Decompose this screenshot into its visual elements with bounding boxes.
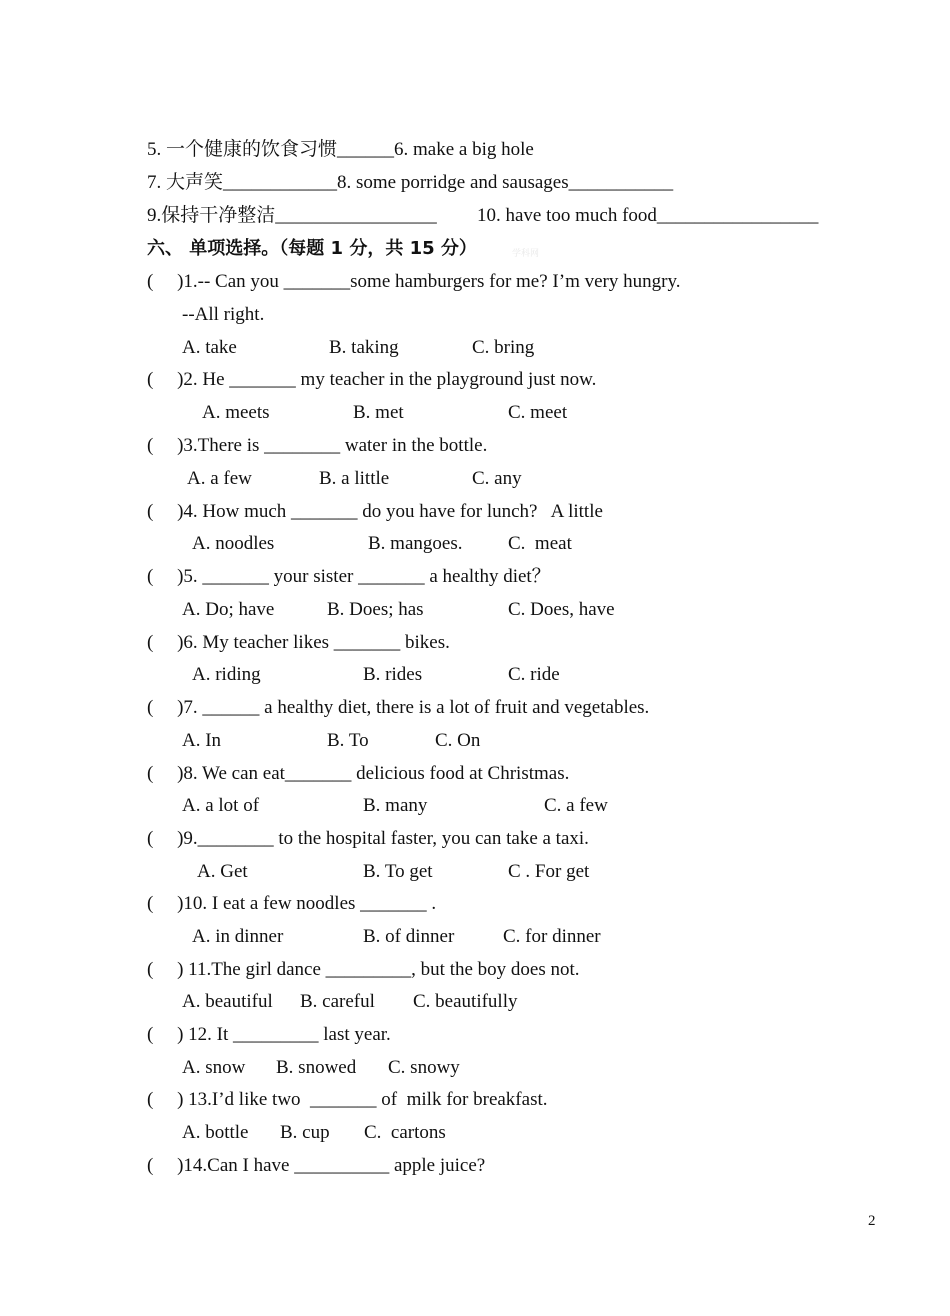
q13-option-c: C. cartons	[364, 1122, 446, 1143]
q7-option-c: C. On	[435, 730, 481, 751]
q11-option-c: C. beautifully	[413, 991, 518, 1012]
q10-option-b: B. of dinner	[363, 926, 455, 947]
q8-option-a: A. a lot of	[182, 795, 260, 816]
translation-line-7-8: 7. 大声笑____________8. some porridge and sausages___________	[147, 172, 674, 193]
q12-stem: ( ) 12. It _________ last year.	[147, 1024, 391, 1045]
q13-option-b: B. cup	[280, 1122, 330, 1143]
translation-line-10: 10. have too much food_________________	[477, 205, 819, 226]
q7-option-b: B. To	[327, 730, 369, 751]
q3-stem: ( )3.There is ________ water in the bottle.	[147, 435, 488, 456]
q1-option-a: A. take	[182, 337, 237, 358]
q3-option-c: C. any	[472, 468, 522, 489]
q2-option-c: C. meet	[508, 402, 568, 423]
q9-stem: ( )9.________ to the hospital faster, you can take a taxi.	[147, 828, 589, 849]
q2-option-b: B. met	[353, 402, 404, 423]
watermark-text: 学科网	[512, 248, 540, 258]
q8-option-b: B. many	[363, 795, 428, 816]
page-number: 2	[868, 1213, 876, 1229]
q12-option-c: C. snowy	[388, 1057, 460, 1078]
q3-option-b: B. a little	[319, 468, 390, 489]
q8-option-c: C. a few	[544, 795, 608, 816]
q5-option-b: B. Does; has	[327, 599, 424, 620]
q12-option-a: A. snow	[182, 1057, 246, 1078]
q7-stem: ( )7. ______ a healthy diet, there is a lot of fruit and vegetables.	[147, 697, 650, 718]
q10-option-a: A. in dinner	[192, 926, 284, 947]
q5-option-c: C. Does, have	[508, 599, 615, 620]
q6-option-a: A. riding	[192, 664, 261, 685]
translation-line-9: 9.保持干净整洁_________________	[147, 205, 437, 226]
q7-option-a: A. In	[182, 730, 222, 751]
q8-stem: ( )8. We can eat_______ delicious food at Christmas.	[147, 763, 570, 784]
q2-stem: ( )2. He _______ my teacher in the playground just now.	[147, 369, 597, 390]
q5-option-a: A. Do; have	[182, 599, 275, 620]
q14-stem: ( )14.Can I have __________ apple juice?	[147, 1155, 486, 1176]
q9-option-b: B. To get	[363, 861, 433, 882]
q11-option-b: B. careful	[300, 991, 375, 1012]
q9-option-a: A. Get	[197, 861, 248, 882]
q6-stem: ( )6. My teacher likes _______ bikes.	[147, 632, 450, 653]
q11-stem: ( ) 11.The girl dance _________, but the boy does not.	[147, 959, 580, 980]
q1-option-b: B. taking	[329, 337, 399, 358]
q10-option-c: C. for dinner	[503, 926, 601, 947]
section-heading: 六、 单项选择。（每题 1 分，共 15 分）	[147, 238, 477, 259]
q6-option-b: B. rides	[363, 664, 423, 685]
q13-option-a: A. bottle	[182, 1122, 249, 1143]
q4-option-c: C. meat	[508, 533, 572, 554]
q13-stem: ( ) 13.I’d like two _______ of milk for breakfast.	[147, 1089, 548, 1110]
q2-option-a: A. meets	[202, 402, 270, 423]
q1-extra: --All right.	[182, 304, 265, 325]
q9-option-c: C . For get	[508, 861, 590, 882]
q5-stem: ( )5. _______ your sister _______ a healthy diet？	[147, 566, 551, 587]
q1-stem: ( )1.-- Can you _______some hamburgers for me? I’m very hungry.	[147, 271, 681, 292]
q4-option-a: A. noodles	[192, 533, 275, 554]
q4-option-b: B. mangoes.	[368, 533, 463, 554]
q4-stem: ( )4. How much _______ do you have for lunch? A little	[147, 501, 603, 522]
translation-line-5-6: 5. 一个健康的饮食习惯______6. make a big hole	[147, 139, 534, 160]
q3-option-a: A. a few	[187, 468, 252, 489]
q12-option-b: B. snowed	[276, 1057, 357, 1078]
q10-stem: ( )10. I eat a few noodles _______ .	[147, 893, 437, 914]
q11-option-a: A. beautiful	[182, 991, 273, 1012]
q6-option-c: C. ride	[508, 664, 560, 685]
q1-option-c: C. bring	[472, 337, 535, 358]
